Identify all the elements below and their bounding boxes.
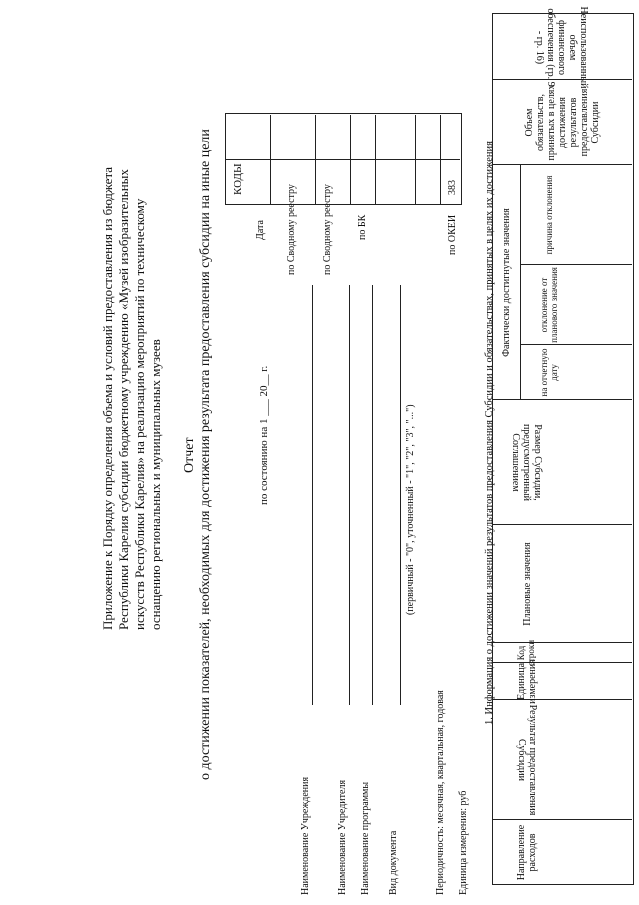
appendix-line-2: Республики Карелия субсидии бюджетному учреждению «Музей изобразительных xyxy=(116,169,131,630)
appendix-line-3: искусств Республики Карелия» на реализацию мероприятий по техническому xyxy=(132,198,147,630)
doc-type-label: Вид документа xyxy=(388,830,399,895)
report-subtitle: о достижении показателей, необходимых для достижения результата предоставления субсидии на иные цели xyxy=(198,129,213,780)
okei-label: по ОКЕИ xyxy=(447,214,458,255)
report-title: Отчет xyxy=(182,437,197,473)
appendix-line-1: Приложение к Порядку определения объема и условий предоставления из бюджета xyxy=(100,166,115,630)
col-unused: Неиспользованный объем финансового обеспечения (гр. 9 - гр. 16) xyxy=(534,6,590,89)
col-actual-date: на отчетную дату xyxy=(539,348,559,397)
codes-header: КОДЫ xyxy=(232,163,244,195)
bk-label: по БК xyxy=(357,214,368,240)
periodicity-label: Периодичность: месячная, квартальная, годовая xyxy=(435,690,446,895)
col-deviation: отклонение от планового значения xyxy=(539,267,559,343)
okei-code: 383 xyxy=(447,180,458,195)
col-actual: Фактически достигнутые значения xyxy=(500,208,512,357)
col-code: Код строки xyxy=(516,639,536,667)
doc-type-line xyxy=(400,285,401,705)
unit-label: Единица измерения: руб xyxy=(458,790,469,895)
col-result: Результат предоставления Субсидии xyxy=(516,704,538,816)
col-obligations: Объем обязательств, принятых в целях достижения результатов предоставления Субсидии xyxy=(523,84,601,161)
col-reason: причина отклонения xyxy=(544,175,555,255)
institution-line xyxy=(312,285,313,705)
date-label: Дата xyxy=(255,220,266,240)
col-direction: Направление расходов xyxy=(516,824,538,881)
founder-line xyxy=(349,285,350,705)
program-label: Наименование программы xyxy=(360,781,371,895)
registry-label-2: по Сводному реестру xyxy=(322,184,333,275)
col-plan: Плановые значения xyxy=(521,542,533,626)
codes-divider xyxy=(225,159,460,160)
col-unit: Единица измерения xyxy=(516,659,538,704)
founder-label: Наименование Учредителя xyxy=(337,779,348,895)
col-size: Размер Субсидии, предусмотренный Соглашением xyxy=(510,423,544,502)
institution-label: Наименование Учреждения xyxy=(300,776,311,895)
section1-title: 1. Информация о достижении значений результатов предоставления Субсидии и обязательствах, принятых в целях их достижения xyxy=(484,141,495,725)
registry-label-1: по Сводному реестру xyxy=(286,184,297,275)
appendix-line-4: оснащению региональных и муниципальных музеев xyxy=(148,339,163,630)
as-of-date: по состоянию на 1 ___ 20__ г. xyxy=(258,365,270,505)
program-line xyxy=(372,285,373,705)
doc-type-hint: (первичный - "0", уточненный - "1", "2", "3", "...") xyxy=(405,404,416,615)
